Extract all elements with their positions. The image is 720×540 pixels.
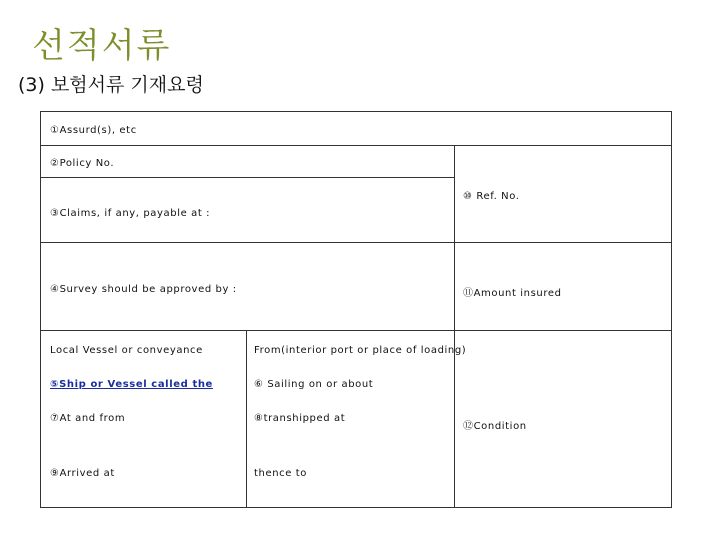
thence-label: thence to xyxy=(254,468,308,479)
amount-insured-label: ⑪Amount insured xyxy=(463,288,562,299)
local-vessel-label: Local Vessel or conveyance xyxy=(50,345,203,356)
section-subtitle: (3) 보험서류 기재요령 xyxy=(18,74,204,96)
claims-label: ③Claims, if any, payable at : xyxy=(50,208,211,219)
policy-no-label: ②Policy No. xyxy=(50,158,115,169)
ref-no-label: ⑩ Ref. No. xyxy=(463,191,520,202)
form-divider-middle-column xyxy=(246,330,247,508)
form-divider-survey xyxy=(40,330,672,331)
form-border-right xyxy=(671,111,672,508)
insurance-form xyxy=(40,111,672,508)
from-port-label: From(interior port or place of loading) xyxy=(254,345,467,356)
form-border-top xyxy=(40,111,672,112)
ship-vessel-label: ⑤Ship or Vessel called the xyxy=(50,379,213,390)
form-divider-assured xyxy=(40,145,672,146)
condition-label: ⑫Condition xyxy=(463,421,527,432)
form-divider-policy xyxy=(40,177,454,178)
survey-label: ④Survey should be approved by : xyxy=(50,284,237,295)
assured-label: ①Assurd(s), etc xyxy=(50,125,137,136)
form-divider-claims xyxy=(40,242,672,243)
sailing-label: ⑥ Sailing on or about xyxy=(254,379,374,390)
form-divider-right-column xyxy=(454,145,455,508)
form-border-left xyxy=(40,111,41,508)
page-title: 선적서류 xyxy=(32,26,172,66)
at-and-from-label: ⑦At and from xyxy=(50,413,126,424)
arrived-label: ⑨Arrived at xyxy=(50,468,115,479)
form-border-bottom xyxy=(40,507,672,508)
transhipped-label: ⑧transhipped at xyxy=(254,413,346,424)
